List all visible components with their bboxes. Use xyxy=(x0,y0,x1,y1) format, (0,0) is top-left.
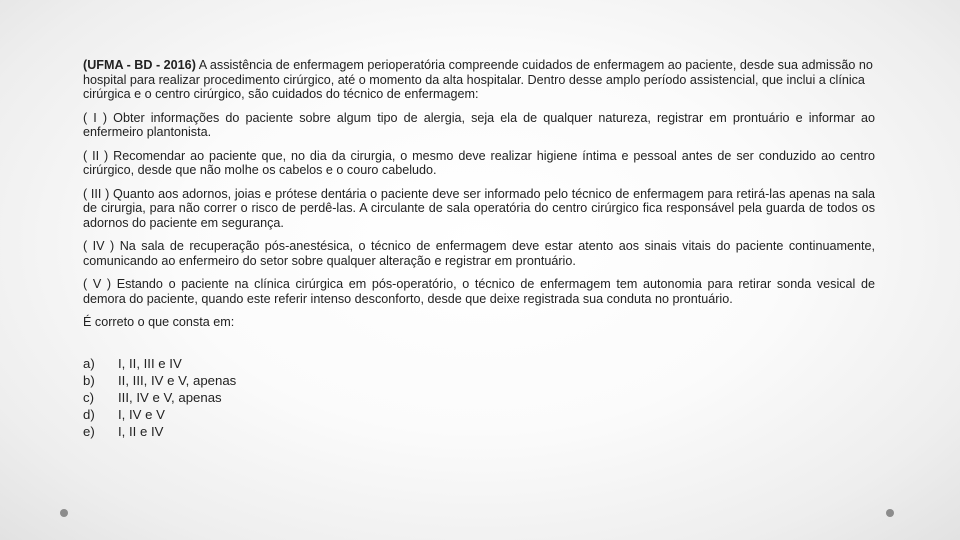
option-letter: b) xyxy=(83,372,95,388)
question-content xyxy=(83,58,875,440)
option-text: III, IV e V, apenas xyxy=(118,389,222,405)
option-letter: d) xyxy=(83,406,95,422)
left-bullet-dot xyxy=(60,509,68,517)
option-text: II, III, IV e V, apenas xyxy=(118,372,237,388)
option-letter: a) xyxy=(83,355,95,371)
option-e[interactable] xyxy=(83,423,875,440)
right-bullet-dot xyxy=(886,509,894,517)
question-intro xyxy=(83,58,875,102)
statement-1: ( I ) Obter informações do paciente sobre algum tipo de alergia, seja ela de qualquer natureza, registrar em prontuário e informar ao enfermeiro plantonista. xyxy=(83,110,875,139)
option-d[interactable] xyxy=(83,406,875,423)
answer-options xyxy=(83,355,875,440)
option-c[interactable] xyxy=(83,389,875,406)
option-b[interactable] xyxy=(83,372,875,389)
statement-2: ( II ) Recomendar ao paciente que, no dia da cirurgia, o mesmo deve realizar higiene íntima e pessoal antes de ser conduzido ao centro cirúrgico, desde que não molhe os cabelos e o couro cabeludo. xyxy=(83,148,875,177)
option-text: I, IV e V xyxy=(118,406,165,422)
option-text: I, II e IV xyxy=(118,423,164,439)
option-letter: c) xyxy=(83,389,94,405)
option-text: I, II, III e IV xyxy=(118,355,182,371)
option-letter: e) xyxy=(83,423,95,439)
question-source: (UFMA - BD - 2016) xyxy=(83,58,196,72)
question-intro-text: A assistência de enfermagem perioperatória compreende cuidados de enfermagem ao paciente, desde sua admissão no hospital para realizar procedimento cirúrgico, até o momento da alta hospitalar. Dentro desse amplo período assistencial, que inclui a clínica cirúrgica e o centro cirúrgico, são cuidados do técnico de enfermagem: xyxy=(83,58,873,101)
statement-4: ( IV ) Na sala de recuperação pós-anestésica, o técnico de enfermagem deve estar atento aos sinais vitais do paciente continuamente, comunicando ao enfermeiro do setor sobre qualquer alteração e registrar em prontuário. xyxy=(83,239,875,268)
statement-5: ( V ) Estando o paciente na clínica cirúrgica em pós-operatório, o técnico de enfermagem tem autonomia para retirar sonda vesical de demora do paciente, quando este referir intenso desconforto, desde que deixe registrada sua conduta no prontuário. xyxy=(83,277,875,306)
statement-3: ( III ) Quanto aos adornos, joias e prótese dentária o paciente deve ser informado pelo técnico de enfermagem para retirá-las apenas na sala de cirurgia, para não correr o risco de perdê-las. A circulante de sala operatória do centro cirúrgico fica responsável pela guarda de todos os adornos do paciente em segurança. xyxy=(83,186,875,230)
question-prompt: É correto o que consta em: xyxy=(83,315,235,329)
option-a[interactable] xyxy=(83,355,875,372)
